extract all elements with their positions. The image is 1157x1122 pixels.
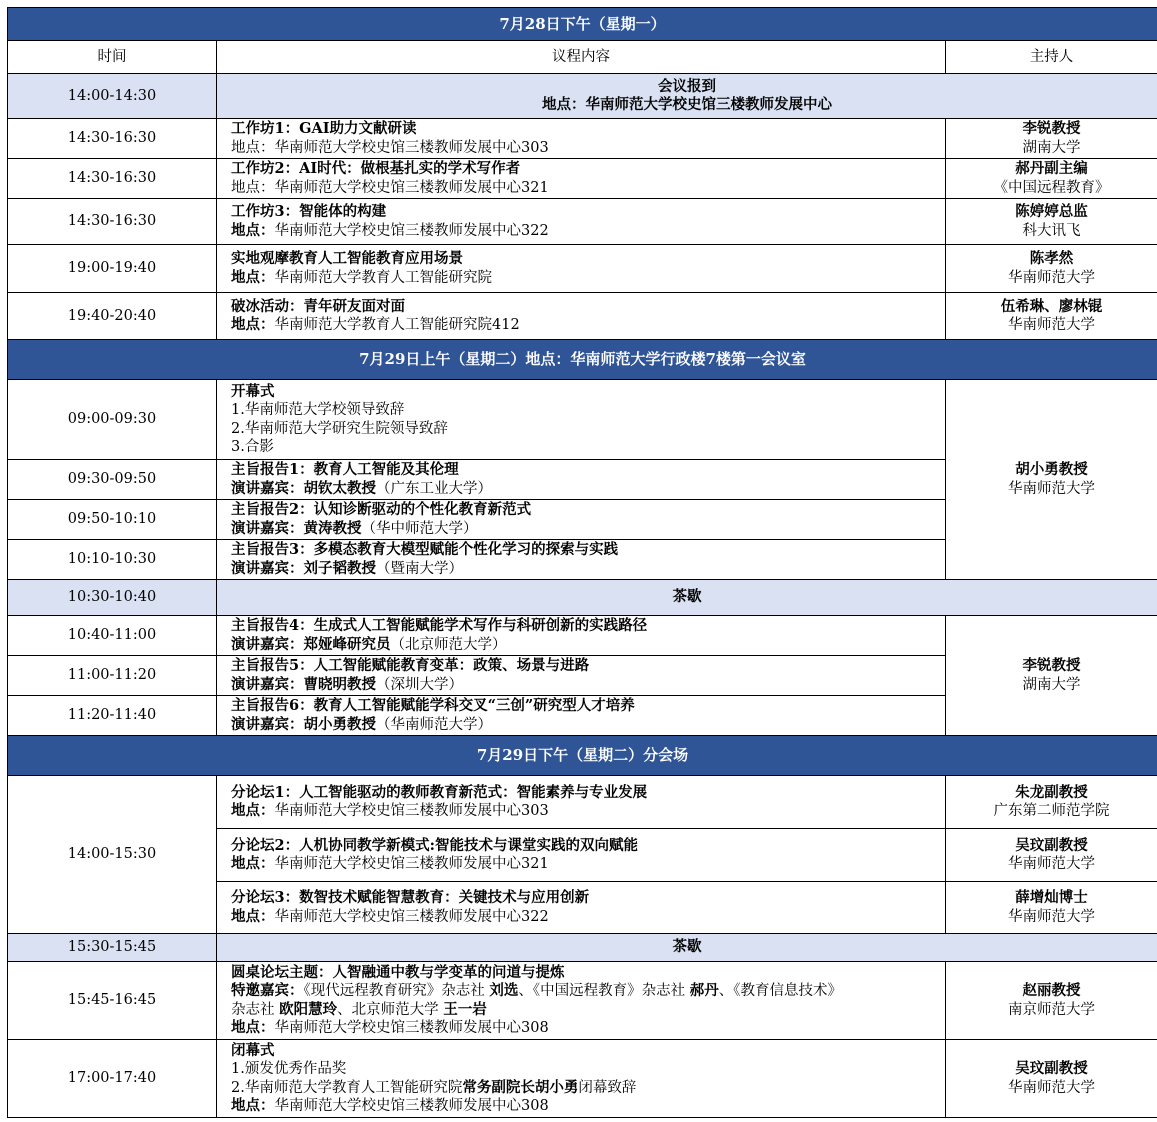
content-cell bbox=[217, 776, 946, 829]
host-org: 华南师范大学 bbox=[1008, 317, 1095, 333]
col-time-header: 时间 bbox=[8, 41, 217, 74]
time-cell: 09:00-09:30 bbox=[8, 380, 217, 460]
guest-org: 、《教育信息技术》 bbox=[718, 983, 842, 999]
roundtable-title: 圆桌论坛主题：人智融通中教与学变革的问道与提炼 bbox=[231, 963, 565, 981]
registration-row bbox=[8, 74, 1157, 119]
speaker-org: （华南师范大学） bbox=[376, 716, 492, 733]
content-cell bbox=[217, 500, 946, 540]
table-row bbox=[8, 199, 1157, 245]
closing-item-org: 2.华南师范大学教育人工智能研究院 bbox=[231, 1079, 463, 1096]
content-cell bbox=[217, 882, 946, 934]
location-text: 华南师范大学校史馆三楼教师发展中心308 bbox=[274, 1098, 549, 1114]
day1-header-row bbox=[8, 8, 1157, 41]
location-label: 地点： bbox=[231, 139, 275, 156]
content-cell bbox=[217, 199, 946, 245]
guest-name: 郝丹 bbox=[689, 982, 719, 999]
speaker-label: 演讲嘉宾： bbox=[231, 519, 304, 537]
day2-pm-header: 7月29日下午（星期二）分会场 bbox=[8, 736, 1157, 776]
host-cell bbox=[946, 199, 1157, 245]
table-row bbox=[8, 1040, 1157, 1118]
location-text: 华南师范大学校史馆三楼教师发展中心322 bbox=[274, 222, 549, 239]
table-row bbox=[8, 616, 1157, 656]
speaker-name: 胡小勇教授 bbox=[303, 715, 376, 733]
content-cell bbox=[217, 380, 946, 460]
location-label: 地点： bbox=[231, 1019, 275, 1036]
time-cell: 19:40-20:40 bbox=[8, 293, 217, 340]
content-cell bbox=[217, 696, 946, 736]
list-item: 1.华南师范大学校领导致辞 bbox=[231, 402, 405, 418]
content-cell bbox=[217, 460, 946, 500]
speaker-org: （广东工业大学） bbox=[376, 480, 492, 497]
list-item: 3.合影 bbox=[231, 439, 274, 455]
location-text: 华南师范大学校史馆三楼教师发展中心303 bbox=[274, 803, 549, 819]
location-label: 地点： bbox=[231, 221, 275, 239]
content-cell bbox=[217, 1040, 946, 1118]
host-cell bbox=[946, 159, 1157, 199]
speaker-org: （北京师范大学） bbox=[390, 636, 507, 653]
talk-title: 主旨报告3：多模态教育大模型赋能个性化学习的探索与实践 bbox=[231, 541, 619, 558]
host-cell bbox=[946, 962, 1157, 1040]
time-cell: 14:30-16:30 bbox=[8, 159, 217, 199]
location-text: 华南师范大学校史馆三楼教师发展中心322 bbox=[274, 908, 549, 925]
time-cell: 10:30-10:40 bbox=[8, 580, 217, 616]
time-cell: 15:45-16:45 bbox=[8, 962, 217, 1040]
session-title: 破冰活动：青年研友面对面 bbox=[231, 297, 405, 315]
host-name: 吴玟副教授 bbox=[1015, 836, 1088, 854]
content-cell bbox=[217, 829, 946, 882]
table-row bbox=[8, 119, 1157, 159]
content-cell bbox=[217, 119, 946, 159]
host-cell bbox=[946, 245, 1157, 293]
closing-item-person: 常务副院长胡小勇 bbox=[462, 1078, 579, 1096]
content-cell bbox=[217, 293, 946, 340]
host-cell bbox=[946, 882, 1157, 934]
list-item bbox=[231, 1079, 945, 1098]
host-name: 伍希琳、廖林锟 bbox=[1000, 297, 1103, 315]
location-label: 地点： bbox=[231, 802, 275, 819]
host-name: 胡小勇教授 bbox=[1015, 461, 1088, 478]
speaker-name: 刘子韬教授 bbox=[303, 559, 376, 577]
guest-org: 、《中国远程教育》杂志社 bbox=[518, 983, 690, 999]
day1-header: 7月28日下午（星期一） bbox=[8, 8, 1157, 41]
time-cell: 11:00-11:20 bbox=[8, 656, 217, 696]
list-item: 1.颁发优秀作品奖 bbox=[231, 1061, 347, 1077]
break-row bbox=[8, 580, 1157, 616]
host-org: 《中国远程教育》 bbox=[993, 179, 1110, 196]
host-org: 华南师范大学 bbox=[1008, 269, 1095, 286]
time-cell: 09:30-09:50 bbox=[8, 460, 217, 500]
host-cell bbox=[946, 119, 1157, 159]
column-header-row bbox=[8, 41, 1157, 74]
content-cell bbox=[217, 656, 946, 696]
host-name: 吴玟副教授 bbox=[1015, 1060, 1088, 1077]
day2-am-header: 7月29日上午（星期二）地点：华南师范大学行政楼7楼第一会议室 bbox=[8, 340, 1157, 380]
speaker-label: 演讲嘉宾： bbox=[231, 559, 304, 577]
host-name: 陈婷婷总监 bbox=[1015, 203, 1088, 220]
content-cell bbox=[217, 159, 946, 199]
list-item: 2.华南师范大学研究生院领导致辞 bbox=[231, 420, 448, 437]
speaker-label: 演讲嘉宾： bbox=[231, 635, 304, 653]
location-text: 华南师范大学教育人工智能研究院 bbox=[274, 269, 492, 286]
session-title: 工作坊2：AI时代：做根基扎实的学术写作者 bbox=[231, 160, 521, 177]
host-name: 赵丽教授 bbox=[1022, 982, 1081, 999]
speaker-name: 胡钦太教授 bbox=[303, 479, 376, 497]
time-cell: 10:10-10:30 bbox=[8, 540, 217, 580]
host-cell bbox=[946, 380, 1157, 580]
guest-org: 、北京师范大学 bbox=[337, 1001, 444, 1018]
speaker-name: 郑娅峰研究员 bbox=[303, 635, 391, 653]
speaker-label: 演讲嘉宾： bbox=[231, 479, 304, 497]
registration-cell bbox=[217, 74, 1157, 119]
closing-title: 闭幕式 bbox=[231, 1041, 275, 1059]
registration-location: 地点：华南师范大学校史馆三楼教师发展中心 bbox=[542, 96, 832, 113]
table-row bbox=[8, 293, 1157, 340]
time-cell: 17:00-17:40 bbox=[8, 1040, 217, 1118]
content-cell bbox=[217, 245, 946, 293]
location-text: 华南师范大学校史馆三楼教师发展中心321 bbox=[274, 179, 549, 196]
guest-name: 王一岩 bbox=[443, 1000, 487, 1018]
host-org: 广东第二师范学院 bbox=[993, 803, 1110, 819]
guest-org: 《现代远程教育研究》杂志社 bbox=[303, 983, 490, 999]
host-cell bbox=[946, 616, 1157, 736]
session-title: 工作坊1：GAI助力文献研读 bbox=[231, 120, 417, 137]
forum-title: 分论坛3：数智技术赋能智慧教育：关键技术与应用创新 bbox=[231, 889, 590, 906]
host-org: 华南师范大学 bbox=[1008, 1079, 1095, 1096]
host-org: 湖南大学 bbox=[1022, 139, 1081, 156]
host-name: 李锐教授 bbox=[1022, 120, 1081, 137]
host-name: 薛增灿博士 bbox=[1015, 889, 1088, 906]
host-org: 华南师范大学 bbox=[1008, 480, 1095, 497]
location-text: 华南师范大学教育人工智能研究院412 bbox=[274, 317, 520, 333]
location-text: 华南师范大学校史馆三楼教师发展中心321 bbox=[274, 856, 549, 872]
location-text: 华南师范大学校史馆三楼教师发展中心308 bbox=[274, 1020, 549, 1036]
speaker-name: 曹晓明教授 bbox=[303, 675, 376, 693]
speaker-label: 演讲嘉宾： bbox=[231, 675, 304, 693]
agenda-table bbox=[7, 7, 1157, 1118]
host-org: 湖南大学 bbox=[1022, 676, 1081, 693]
session-title: 工作坊3：智能体的构建 bbox=[231, 203, 387, 220]
location-label: 地点： bbox=[231, 907, 275, 925]
table-row bbox=[8, 245, 1157, 293]
host-name: 李锐教授 bbox=[1022, 657, 1081, 674]
time-cell: 14:30-16:30 bbox=[8, 119, 217, 159]
talk-title: 主旨报告4：生成式人工智能赋能学术写作与科研创新的实践路径 bbox=[231, 617, 648, 634]
host-org: 华南师范大学 bbox=[1008, 908, 1095, 925]
speaker-org: （深圳大学） bbox=[376, 676, 463, 693]
session-title: 实地观摩教育人工智能教育应用场景 bbox=[231, 250, 463, 267]
host-org: 南京师范大学 bbox=[1008, 1001, 1095, 1018]
speaker-label: 演讲嘉宾： bbox=[231, 715, 304, 733]
time-cell: 19:00-19:40 bbox=[8, 245, 217, 293]
location-label: 地点： bbox=[231, 855, 275, 872]
host-org: 华南师范大学 bbox=[1008, 856, 1095, 872]
forum-title: 分论坛1：人工智能驱动的教师教育新范式：智能素养与专业发展 bbox=[231, 783, 648, 801]
host-cell bbox=[946, 829, 1157, 882]
talk-title: 主旨报告1：教育人工智能及其伦理 bbox=[231, 461, 459, 478]
host-name: 郝丹副主编 bbox=[1015, 160, 1088, 177]
time-cell: 09:50-10:10 bbox=[8, 500, 217, 540]
speaker-org: （暨南大学） bbox=[376, 560, 463, 577]
break-row bbox=[8, 934, 1157, 962]
day2-pm-header-row bbox=[8, 736, 1157, 776]
location-text: 华南师范大学校史馆三楼教师发展中心303 bbox=[274, 139, 549, 156]
time-cell: 10:40-11:00 bbox=[8, 616, 217, 656]
content-cell bbox=[217, 962, 946, 1040]
table-row bbox=[8, 159, 1157, 199]
host-name: 朱龙副教授 bbox=[1015, 783, 1088, 801]
talk-title: 主旨报告6：教育人工智能赋能学科交叉“三创”研究型人才培养 bbox=[231, 697, 635, 714]
time-cell: 14:00-15:30 bbox=[8, 776, 217, 934]
col-host-header: 主持人 bbox=[946, 41, 1157, 74]
location-label: 地点： bbox=[231, 179, 275, 196]
guest-org: 杂志社 bbox=[231, 1001, 280, 1018]
host-cell bbox=[946, 1040, 1157, 1118]
content-cell bbox=[217, 540, 946, 580]
speaker-name: 黄涛教授 bbox=[303, 519, 362, 537]
host-org: 科大讯飞 bbox=[1022, 222, 1081, 239]
guest-name: 欧阳慧玲 bbox=[279, 1000, 338, 1018]
forum-title: 分论坛2：人机协同教学新模式:智能技术与课堂实践的双向赋能 bbox=[231, 836, 638, 854]
break-label: 茶歇 bbox=[217, 934, 1157, 962]
table-row bbox=[8, 776, 1157, 829]
table-row bbox=[8, 380, 1157, 460]
host-cell bbox=[946, 293, 1157, 340]
location-label: 地点： bbox=[231, 1097, 275, 1114]
speaker-org: （华中师范大学） bbox=[361, 520, 478, 537]
col-content-header: 议程内容 bbox=[217, 41, 946, 74]
guest-name: 刘选 bbox=[489, 982, 519, 999]
guests-label: 特邀嘉宾： bbox=[231, 982, 304, 999]
table-row bbox=[8, 962, 1157, 1040]
time-cell: 11:20-11:40 bbox=[8, 696, 217, 736]
time-cell: 14:30-16:30 bbox=[8, 199, 217, 245]
break-label: 茶歇 bbox=[217, 580, 1157, 616]
location-label: 地点： bbox=[231, 268, 275, 286]
location-label: 地点： bbox=[231, 316, 275, 333]
time-cell: 15:30-15:45 bbox=[8, 934, 217, 962]
day2-am-header-row bbox=[8, 340, 1157, 380]
host-name: 陈孝然 bbox=[1029, 250, 1074, 267]
talk-title: 主旨报告2：认知诊断驱动的个性化教育新范式 bbox=[231, 501, 532, 518]
host-cell bbox=[946, 776, 1157, 829]
registration-title: 会议报到 bbox=[658, 77, 716, 95]
closing-item-action: 闭幕致辞 bbox=[578, 1079, 637, 1096]
talk-title: 主旨报告5：人工智能赋能教育变革：政策、场景与进路 bbox=[231, 657, 590, 674]
content-cell bbox=[217, 616, 946, 656]
opening-title: 开幕式 bbox=[231, 382, 275, 400]
time-cell: 14:00-14:30 bbox=[8, 74, 217, 119]
